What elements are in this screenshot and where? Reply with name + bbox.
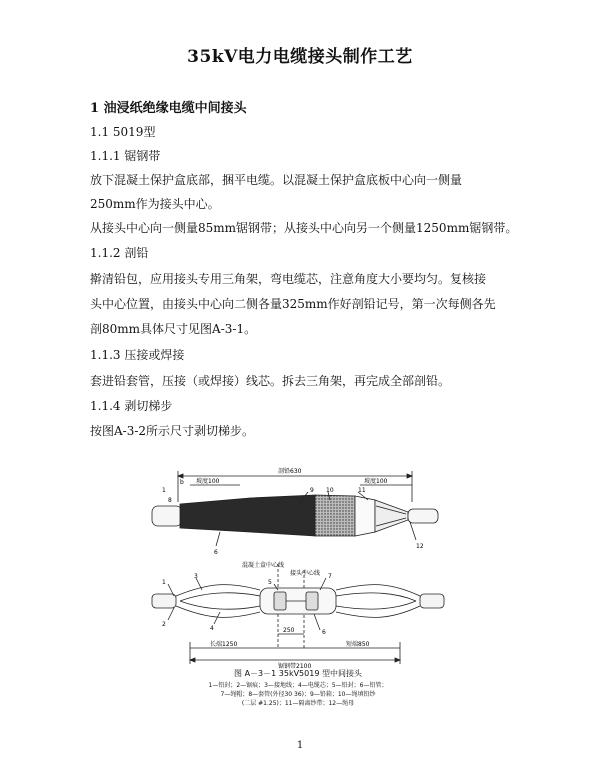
section-heading: 1 油浸纸绝缘电缆中间接头: [90, 101, 247, 116]
paragraph-line: 剖80mm具体尺寸见图A-3-1。: [90, 322, 257, 336]
label-b7: 7: [328, 573, 332, 580]
figure-caption: 图 A－3－1 35kV5019 型中间接头: [234, 669, 362, 678]
label-9: 9: [310, 487, 314, 494]
paragraph-line: 按图A-3-2所示尺寸剥切梯步。: [90, 424, 255, 438]
paragraph-line: 放下混凝土保护盒底部，捆平电缆。以混凝土保护盒底板中心向一侧量: [90, 173, 463, 187]
subheading-saw-steel-band: 1.1.1 锯钢带: [90, 149, 161, 163]
paragraph-line: 擀清铅包，应用接头专用三角架，弯电缆芯，注意角度大小要均匀。复核接: [90, 272, 487, 286]
dim-saw-steel: 锯钢带2100: [278, 663, 312, 670]
label-1: 1: [162, 487, 166, 494]
label-6: 6: [214, 549, 218, 556]
paragraph-line: 250mm作为接头中心。: [90, 197, 220, 211]
page-title: 35kV电力电缆接头制作工艺: [187, 47, 413, 67]
cable-joint-figure: [150, 462, 446, 702]
label-b3: 3: [194, 573, 198, 580]
label-box-centerline: 混凝土盒中心线: [242, 562, 285, 569]
paragraph-line: 头中心位置，由接头中心向二侧各量325mm作好剖铅记号，第一次每侧各先: [90, 297, 496, 311]
paragraph-line: 从接头中心向一侧量85mm锯钢带；从接头中心向另一个侧量1250mm锯钢带。: [90, 221, 518, 235]
paragraph-line: 套进铅套管，压接（或焊接）线芯。拆去三角架，再完成全部剖铅。: [90, 374, 451, 388]
top-drawing: [152, 471, 438, 546]
figure-legend-line: 7—绳帽；8—套管(外径30 36)；9—铅箱；10—绳填铅纱: [220, 691, 376, 698]
subheading-step-stripping: 1.1.4 剥切梯步: [90, 399, 173, 413]
label-b: b: [180, 479, 184, 486]
dim-short-end: 短端850: [346, 641, 370, 648]
label-b5: 5: [268, 579, 272, 586]
label-12: 12: [416, 543, 424, 550]
dim-long-end: 长端1250: [210, 641, 238, 648]
label-b1: 1: [162, 579, 166, 586]
dim-overall: 剖铅630: [278, 468, 302, 475]
subheading-5019: 1.1 5019型: [90, 125, 156, 139]
label-11: 11: [358, 487, 366, 494]
dim-slope-left: 坡度100: [196, 478, 220, 485]
label-joint-centerline: 接头中心线: [290, 570, 321, 577]
subheading-crimp-weld: 1.1.3 压接或焊接: [90, 348, 185, 362]
page-number: 1: [296, 740, 304, 751]
label-10: 10: [326, 487, 334, 494]
dim-250: 250: [283, 627, 295, 634]
subheading-strip-lead: 1.1.2 剖铅: [90, 246, 149, 260]
figure-legend-line: 1—铅封；2—锯痕；3—接地线；4—电缆芯；5—铅封；6—铅管；: [208, 682, 388, 689]
label-b4: 4: [210, 625, 214, 632]
figure-legend-line: (二层 #1.25)；11—隔离纱带；12—绳母: [241, 700, 355, 707]
label-b6: 6: [322, 629, 326, 636]
label-8: 8: [168, 497, 172, 504]
label-b2: 2: [162, 621, 166, 628]
dim-slope-right: 坡度100: [364, 478, 388, 485]
